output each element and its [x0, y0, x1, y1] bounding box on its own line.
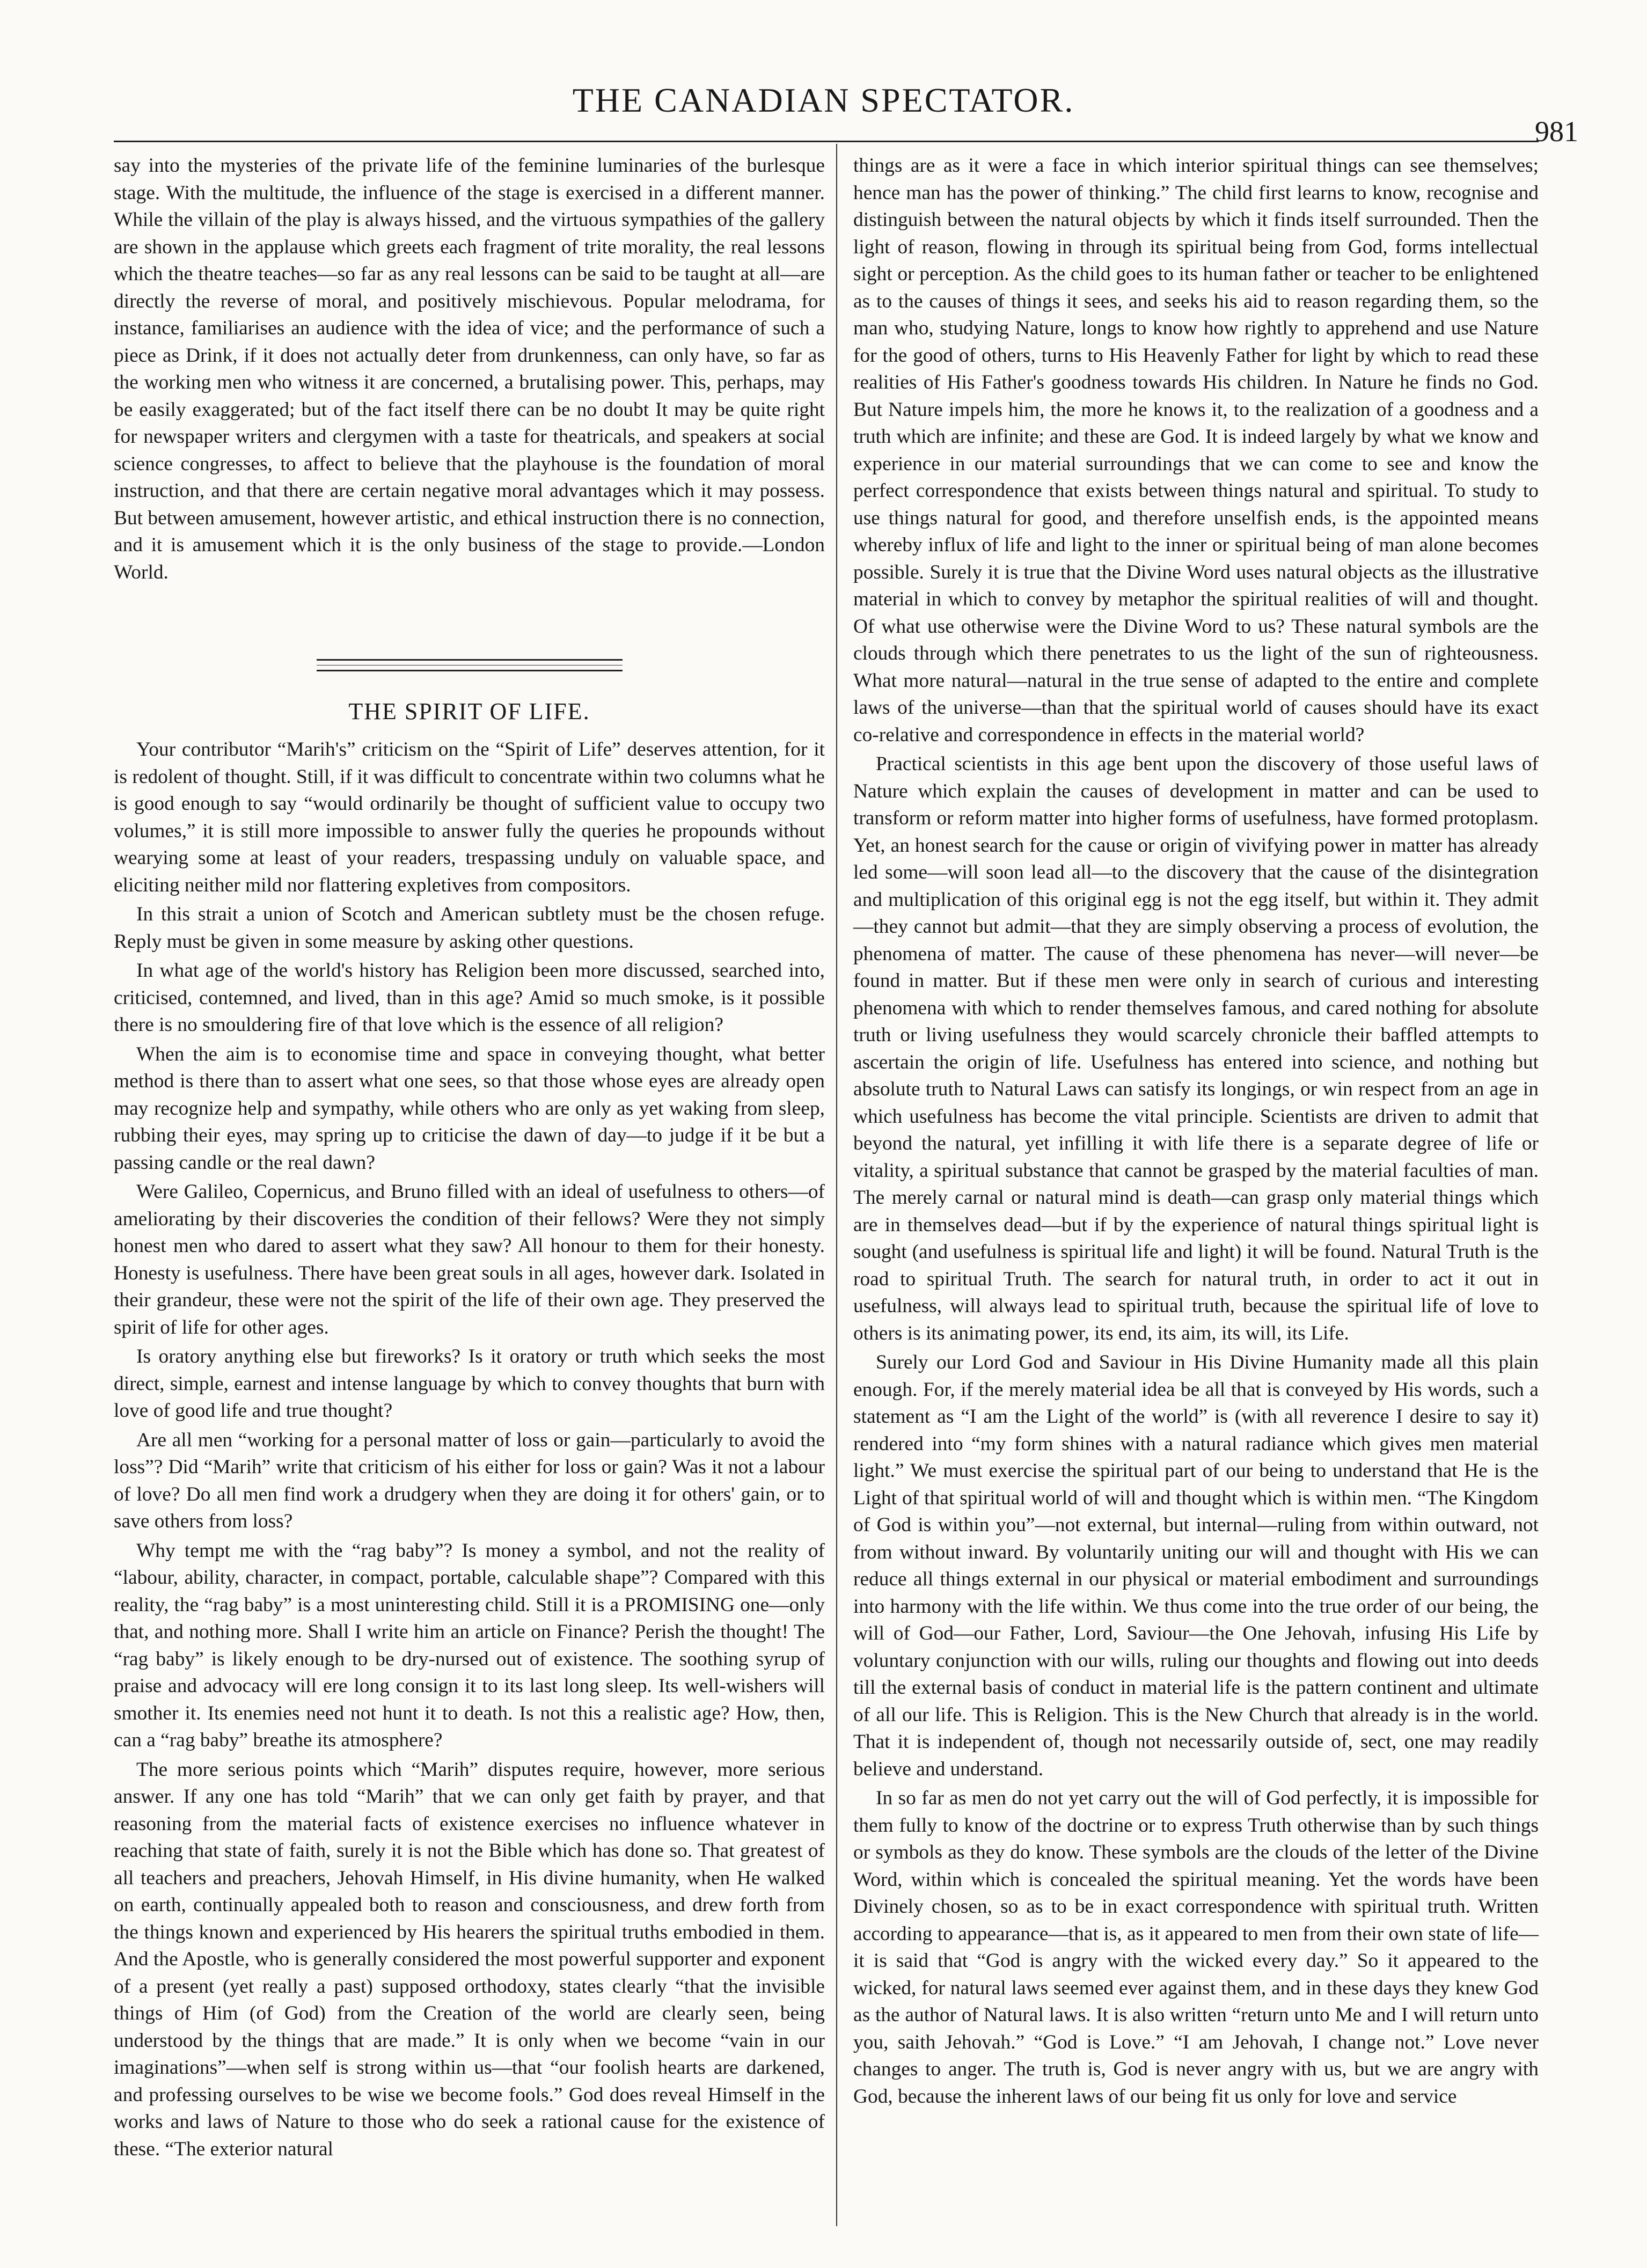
right-column-article	[853, 152, 1539, 2110]
paragraph: Surely our Lord God and Saviour in His Divine Humanity made all this plain enough. For, if the merely material idea be all that is conveyed by His words, such a statement as “I am the Light of the world” is (with all reverence I desire to say it) rendered into “my form shines with a natural radiance which gives men material light.” We must exercise the spiritual part of our being to understand that He is the Light of that spiritual world of will and thought which is within men. “The Kingdom of God is within you”—not external, but internal—ruling from within outward, not from without inward. By voluntarily uniting our will and thought with His we can reduce all things external in our physical or material embodiment and surroundings into harmony with the life within. We thus come into the true order of our being, the will of God—our Father, Lord, Saviour—the One Jehovah, infusing His Life by voluntary conjunction with our wills, ruling our thoughts and flowing out into deeds till the external basis of conduct in material life is the pattern continent and ultimate of all our life. This is Religion. This is the New Church that already is in the world. That it is independent of, though not necessarily outside of, sect, one may readily believe and understand.	[853, 1351, 1539, 1780]
paragraph: Your contributor “Marih's” criticism on the “Spirit of Life” deserves attention, for it is redolent of thought. Still, if it was difficult to concentrate within two columns what he is good enough to say “would ordinarily be thought of sufficient value to occupy two volumes,” it is still more impossible to answer fully the queries he propounds without wearying some at least of your readers, trespassing unduly on valuable space, and eliciting neither mild nor flattering expletives from compositors.	[114, 738, 825, 896]
paragraph: The more serious points which “Marih” disputes require, however, more serious answer. If any one has told “Marih” that we can only get faith by prayer, and that reasoning from the material facts of existence exercises no influence whatever in reaching that state of faith, surely it is not the Bible which has done so. That greatest of all teachers and preachers, Jehovah Himself, in His divine humanity, when He walked on earth, continually appealed both to reason and consciousness, and drew forth from the things known and experienced by His hearers the spiritual truths embodied in them. And the Apostle, who is generally considered the most powerful supporter and exponent of a present (yet really a past) supposed orthodoxy, states clearly “that the invisible things of Him (of God) from the Creation of the world are clearly seen, being understood by the things that are made.” It is only when we become “vain in our imaginations”—when self is strong within us—that “our foolish hearts are darkened, and professing ourselves to be wise we become fools.” God does reveal Himself in the works and laws of Nature to those who do seek a rational cause for the existence of these. “The exterior natural	[114, 1758, 825, 2160]
left-column-article	[114, 736, 825, 2163]
paragraph: Is oratory anything else but fireworks? Is it oratory or truth which seeks the most direct, simple, earnest and intense language by which to convey thoughts that burn with love of good life and true thought?	[114, 1345, 825, 1422]
masthead-title: THE CANADIAN SPECTATOR.	[572, 81, 1075, 119]
header-rule	[114, 141, 1539, 142]
paragraph: Are all men “working for a personal matter of loss or gain—particularly to avoid the loss”? Did “Marih” write that criticism of his either for loss or gain? Was it not a labour of love? Do all men find work a drudgery when they are doing it for others' gain, or to save others from loss?	[114, 1429, 825, 1532]
section-separator	[317, 659, 623, 676]
paragraph: Why tempt me with the “rag baby”? Is money a symbol, and not the reality of “labour, ability, character, in compact, portable, calculable shape”? Compared with this reality, the “rag baby” is a most uninteresting child. Still it is a PROMISING one—only that, and nothing more. Shall I write him an article on Finance? Perish the thought! The “rag baby” is likely enough to be dry-nursed out of existence. The soothing syrup of praise and advocacy will ere long consign it to its last long sleep. Its well-wishers will smother it. Its enemies need not hunt it to death. Is not this a realistic age? How, then, can a “rag baby” breathe its atmosphere?	[114, 1539, 825, 1751]
left-column-previous-article	[114, 152, 825, 586]
paragraph: things are as it were a face in which interior spiritual things can see themselves; hence man has the power of thinking.” The child first learns to know, recognise and distinguish between the natural objects by which it finds itself surrounded. Then the light of reason, flowing in through its spiritual being from God, forms intellectual sight or perception. As the child goes to its human father or teacher to be enlightened as to the causes of things it sees, and seeks his aid to reason regarding them, so the man who, studying Nature, longs to know how rightly to apprehend and use Nature for the good of others, turns to His Heavenly Father for light by which to read these realities of His Father's goodness towards His children. In Nature he finds no God. But Nature impels him, the more he knows it, to the realization of a goodness and a truth which are infinite; and these are God. It is indeed largely by what we know and experience in our material surroundings that we can come to see and know the perfect correspondence that exists between things natural and spiritual. To study to use things natural for good, and therefore unselfish ends, is the appointed means whereby influx of life and light to the inner or spiritual being of man alone becomes possible. Surely it is true that the Divine Word uses natural objects as the illustrative material in which to convey by metaphor the spiritual realities of will and thought. Of what use otherwise were the Divine Word to us? These natural symbols are the clouds through which there penetrates to us the light of the sun of righteousness. What more natural—natural in the true sense of adapted to the entire and complete laws of the universe—than that the spiritual world of causes should have its exact co-relative and correspondence in effects in the material world?	[853, 155, 1539, 746]
article-title: THE SPIRIT OF LIFE.	[348, 698, 590, 725]
page-number: 981	[1535, 115, 1578, 148]
paragraph: say into the mysteries of the private life of the feminine luminaries of the burlesque stage. With the multitude, the influence of the stage is exercised in a different manner. While the villain of the play is always hissed, and the virtuous sympathies of the gallery are shown in the applause which greets each fragment of trite morality, the real lessons which the theatre teaches—so far as any real lessons can be said to be taught at all—are directly the reverse of moral, and positively mischievous. Popular melodrama, for instance, familiarises an audience with the idea of vice; and the performance of such a piece as Drink, if it does not actually deter from drunkenness, can only have, so far as the working men who witness it are concerned, a brutalising power. This, perhaps, may be easily exaggerated; but of the fact itself there can be no doubt It may be quite right for newspaper writers and clergymen with a taste for theatricals, and speakers at social science congresses, to affect to believe that the playhouse is the foundation of moral instruction, and that there are certain negative moral advantages which it may possess. But between amusement, however artistic, and ethical instruction there is no connection, and it is amusement which it is the only business of the stage to provide.—London World.	[114, 155, 825, 583]
paragraph: In this strait a union of Scotch and American subtlety must be the chosen refuge. Reply must be given in some measure by asking other questions.	[114, 903, 825, 953]
paragraph: In what age of the world's history has Religion been more discussed, searched into, criticised, contemned, and lived, than in this age? Amid so much smoke, is it possible there is no smouldering fire of that love which is the essence of all religion?	[114, 960, 825, 1036]
paragraph: In so far as men do not yet carry out the will of God perfectly, it is impossible for them fully to know of the doctrine or to express Truth otherwise than by such things or symbols as they do know. These symbols are the clouds of the letter of the Divine Word, within which is concealed the spiritual meaning. Yet the words have been Divinely chosen, so as to be in exact correspondence with spiritual truth. Written according to appearance—that is, as it appeared to men from their own state of life—it is said that “God is angry with the wicked every day.” So it appeared to the wicked, for natural laws seemed ever against them, and in these days they knew God as the author of Natural laws. It is also written “return unto Me and I will return unto you, saith Jehovah.” “God is Love.” “I am Jehovah, I change not.” Love never changes to anger. The truth is, God is never angry with us, but we are angry with God, because the inherent laws of our being fit us only for love and service	[853, 1787, 1539, 2108]
column-divider	[836, 144, 837, 2226]
paragraph: Were Galileo, Copernicus, and Bruno filled with an ideal of usefulness to others—of ameliorating by their discoveries the condition of their fellows? Were they not simply honest men who dared to assert what they saw? All honour to them for their honesty. Honesty is usefulness. There have been great souls in all ages, however dark. Isolated in their grandeur, these were not the spirit of the life of their own age. They preserved the spirit of life for other ages.	[114, 1181, 825, 1338]
paragraph: When the aim is to economise time and space in conveying thought, what better method is there than to assert what one sees, so that those whose eyes are already open may recognize help and sympathy, while others who are only as yet waking from sleep, rubbing their eyes, may spring up to criticise the dawn of day—to judge if it be but a passing candle or the real dawn?	[114, 1043, 825, 1174]
paragraph: Practical scientists in this age bent upon the discovery of those useful laws of Nature which explain the causes of development in matter and can be used to transform or reform matter into higher forms of usefulness, have formed protoplasm. Yet, an honest search for the cause or origin of vivifying power in matter has already led some—will soon lead all—to the discovery that the cause of the disintegration and multiplication of this original egg is not the egg itself, but within it. They admit—they cannot but admit—that they are simply observing a process of evolution, the phenomena of matter. The cause of these phenomena has never—will never—be found in matter. But if these men were only in search of curious and interesting phenomena with which to render themselves famous, and cared nothing for absolute truth or living usefulness they would scarcely chronicle their baffled attempts to ascertain the origin of life. Usefulness has entered into science, and nothing but absolute truth to Natural Laws can satisfy its longings, or win respect from an age in which usefulness has become the vital principle. Scientists are driven to admit that beyond the natural, yet infilling it with life there is a separate degree of life or vitality, a spiritual substance that cannot be grasped by the material faculties of man. The merely carnal or natural mind is death—can grasp only material things which are in themselves dead—but if by the experience of natural things spiritual light is sought (and usefulness is spiritual life and light) it will be found. Natural Truth is the road to spiritual Truth. The search for natural truth, in order to act it out in usefulness, will always lead to spiritual truth, because the spiritual life of love to others is its animating power, its end, its aim, its will, its Life.	[853, 753, 1539, 1344]
